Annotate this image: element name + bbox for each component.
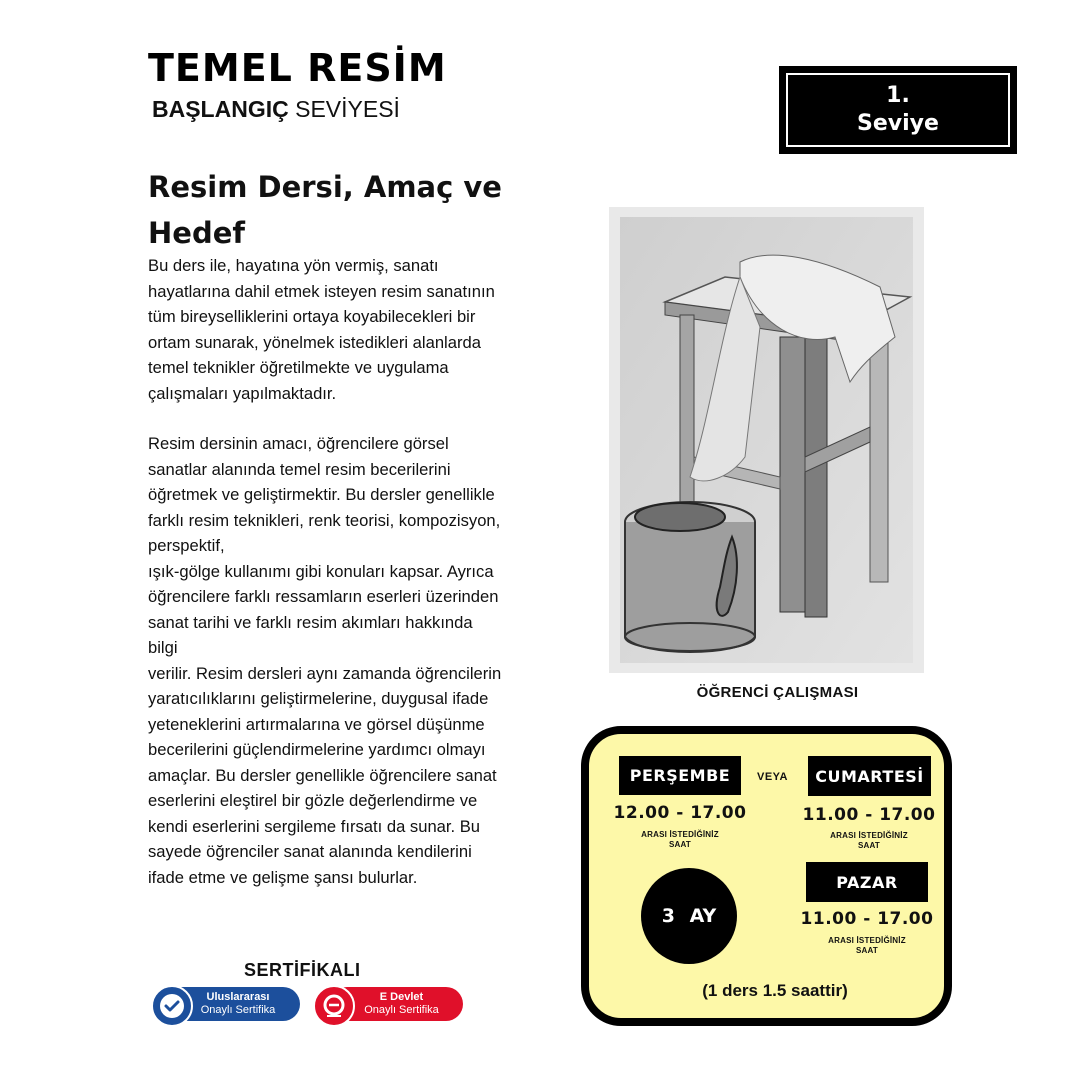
- sunday-hint-line1: ARASI İSTEDİĞİNİZ: [828, 936, 906, 945]
- sunday-hint: [796, 936, 938, 956]
- thursday-hint-line1: ARASI İSTEDİĞİNİZ: [641, 830, 719, 839]
- edevlet-logo-icon: [313, 985, 355, 1027]
- student-artwork-image: [620, 217, 913, 663]
- saturday-hint: [798, 831, 940, 851]
- international-badge-title: Uluslararası: [206, 991, 270, 1003]
- intro-paragraph: Bu ders ile, hayatına yön vermiş, sanatı hayatlarına dahil etmek isteyen resim sanatının tüm bireyselliklerini ortaya koyabilecekleri bir ortam sunarak, yönelmek istedikleri alanlarda temel teknikler öğretilmekte ve uygulama çalışmaları yapılmaktadır.: [148, 256, 495, 403]
- section-heading: Resim Dersi, Amaç ve Hedef: [148, 170, 502, 250]
- subtitle-bold: BAŞLANGIÇ: [152, 96, 289, 122]
- or-label: VEYA: [757, 771, 788, 783]
- certificate-heading: SERTİFİKALI: [244, 960, 361, 980]
- saturday-hint-line2: SAAT: [858, 841, 880, 850]
- duration-circle: 3 AY: [641, 868, 737, 964]
- day-sunday-label: PAZAR: [806, 862, 928, 902]
- level-badge: [779, 66, 1017, 154]
- level-label: Seviye: [857, 111, 939, 136]
- edevlet-badge-title: E Devlet: [379, 991, 424, 1003]
- artwork-caption: ÖĞRENCİ ÇALIŞMASI: [696, 684, 859, 701]
- saturday-time: 11.00 - 17.00: [802, 805, 936, 825]
- saturday-hint-line1: ARASI İSTEDİĞİNİZ: [830, 831, 908, 840]
- page-title: TEMEL RESİM: [148, 46, 447, 90]
- subtitle-rest: SEVİYESİ: [288, 96, 400, 122]
- day-thursday-label: PERŞEMBE: [619, 756, 741, 795]
- thursday-hint-line2: SAAT: [669, 840, 691, 849]
- sunday-hint-line2: SAAT: [856, 946, 878, 955]
- level-subtitle: [152, 94, 400, 124]
- thursday-time: 12.00 - 17.00: [613, 803, 747, 823]
- level-number: 1.: [886, 83, 910, 108]
- day-saturday-label: CUMARTESİ: [808, 756, 931, 796]
- student-artwork-frame: [609, 207, 924, 673]
- edevlet-badge-subtitle: Onaylı Sertifika: [364, 1004, 439, 1016]
- goal-paragraph: Resim dersinin amacı, öğrencilere görsel sanatlar alanında temel resim becerilerini öğretmek ve geliştirmektir. Bu dersler genellikle farklı resim teknikleri, renk teorisi, kompozisyon, perspektif, ışık-gölge kullanımı gibi konuları kapsar. Ayrıca öğrencilere farklı ressamların eserleri üzerinden sanat tarihi ve farklı resim akımları hakkında bilgi verilir. Resim dersleri aynı zamanda öğrencilerin yaratıcılıklarını geliştirmelerine, duygusal ifade yeteneklerini artırmalarına ve görsel düşünme becerilerini güçlendirmelerine yardımcı olmayı amaçlar. Bu dersler genellikle öğrencilere sanat eserlerini eleştirel bir gözle değerlendirme ve kendi eserlerini sergileme fırsatı da sunar. Bu sayede öğrenciler sanat alanında kendilerini ifade etme ve gelişme şansı bulurlar.: [148, 434, 502, 887]
- sunday-time: 11.00 - 17.00: [800, 909, 934, 929]
- stool-drawing-illustration: [620, 217, 913, 663]
- checkmark-icon: [151, 985, 193, 1027]
- lesson-duration-note: (1 ders 1.5 saattir): [702, 981, 848, 1000]
- international-badge-subtitle: Onaylı Sertifika: [200, 1004, 276, 1016]
- thursday-hint: [609, 830, 751, 850]
